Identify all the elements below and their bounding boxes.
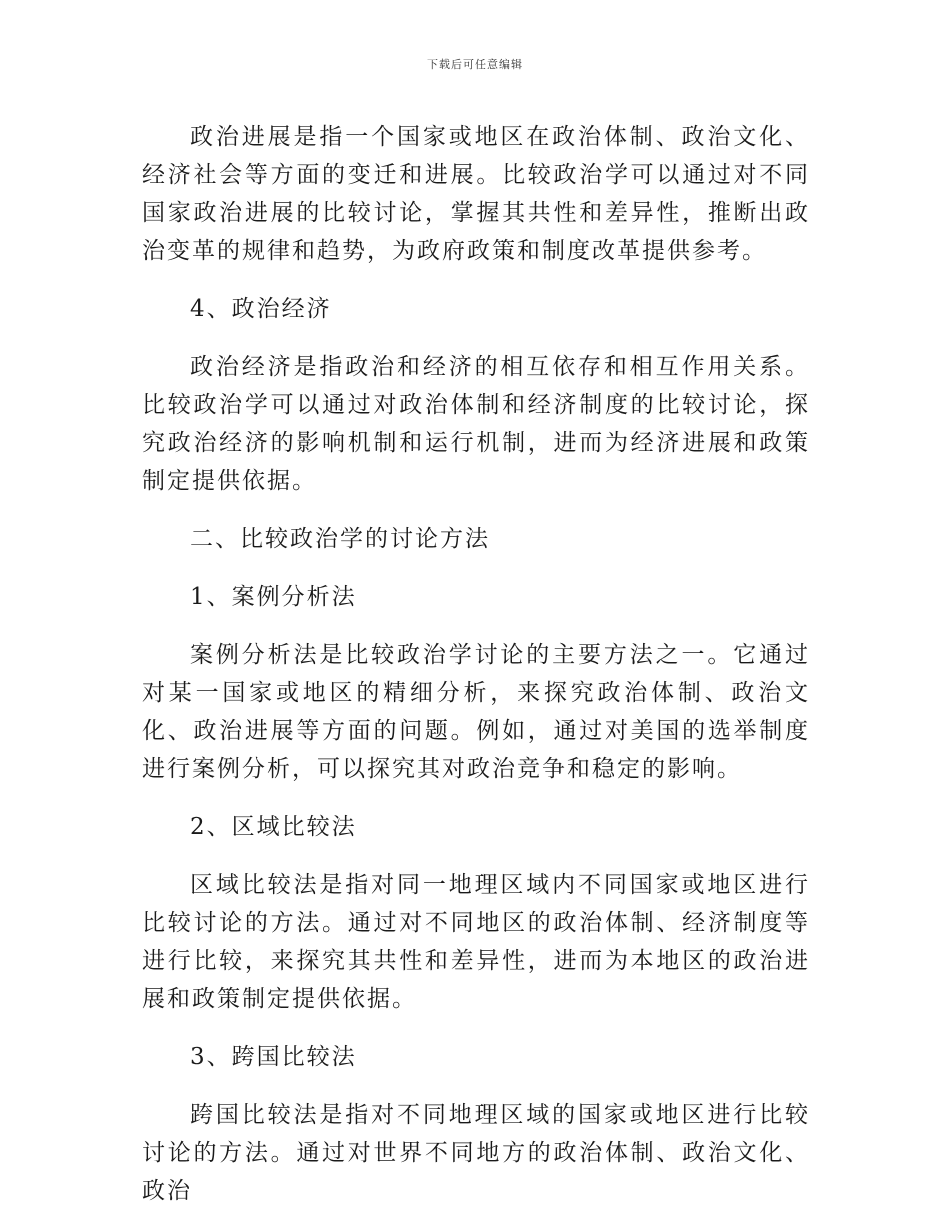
heading-political-economy: 4、政治经济: [190, 296, 332, 322]
paragraph-cross-national-comparison: 跨国比较法是指对不同地理区域的国家或地区进行比较讨论的方法。通过对世界不同地方的政治体制、政治文化、政治: [142, 1102, 810, 1204]
heading-cross-national-comparison: 3、跨国比较法: [190, 1044, 357, 1070]
paragraph-political-economy: 政治经济是指政治和经济的相互依存和相互作用关系。比较政治学可以通过对政治体制和经济制度的比较讨论，探究政治经济的影响机制和运行机制，进而为经济进展和政策制定提供依据。: [142, 354, 810, 494]
paragraph-regional-comparison: 区域比较法是指对同一地理区域内不同国家或地区进行比较讨论的方法。通过对不同地区的政治体制、经济制度等进行比较，来探究其共性和差异性，进而为本地区的政治进展和政策制定提供依据。: [142, 872, 810, 1012]
paragraph-political-development: 政治进展是指一个国家或地区在政治体制、政治文化、经济社会等方面的变迁和进展。比较政治学可以通过对不同国家政治进展的比较讨论，掌握其共性和差异性，推断出政治变革的规律和趋势，为政府政策和制度改革提供参考。: [142, 124, 810, 264]
paragraph-case-analysis: 案例分析法是比较政治学讨论的主要方法之一。它通过对某一国家或地区的精细分析，来探究政治体制、政治文化、政治进展等方面的问题。例如，通过对美国的选举制度进行案例分析，可以探究其对政治竞争和稳定的影响。: [142, 642, 810, 782]
page-header: 下载后可任意编辑: [427, 58, 523, 71]
heading-case-analysis: 1、案例分析法: [190, 584, 357, 610]
section-heading-research-methods: 二、比较政治学的讨论方法: [190, 526, 490, 552]
heading-regional-comparison: 2、区域比较法: [190, 814, 357, 840]
document-body: [142, 118, 810, 1230]
